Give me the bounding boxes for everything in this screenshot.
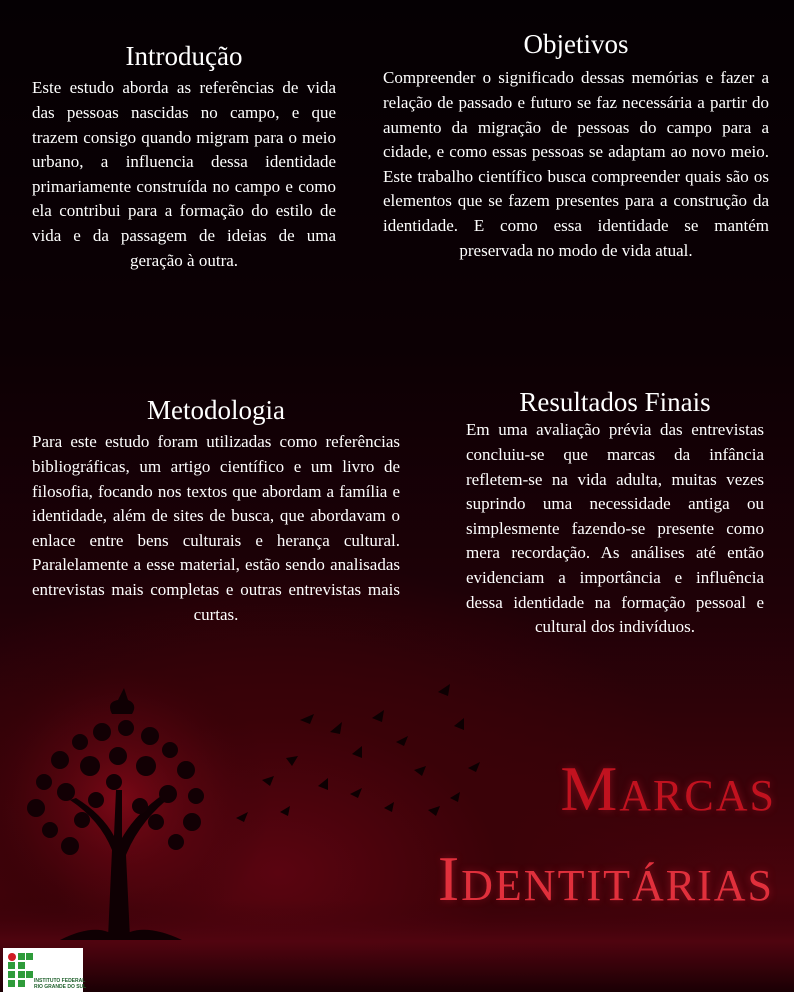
section-text-introducao: Este estudo aborda as referências de vida das pessoas nascidas no campo, e que trazem consigo quando migram para o meio urbano, a influencia dessa identidade primariamente construída no campo e como ela contribui para a formação do estilo de vida e da passagem de ideias de uma geração à outra. [32, 78, 336, 270]
section-introducao [32, 40, 336, 273]
section-title-metodologia: Metodologia [147, 395, 285, 425]
instituto-federal-logo [3, 948, 87, 992]
tree-birds-illustration [0, 670, 794, 992]
banner-title-identitarias-rest: DENTITÁRIAS [461, 861, 774, 910]
section-text-objetivos: Compreender o significado dessas memórias e fazer a relação de passado e futuro se faz necessária a partir do aumento da migração de pessoas do campo para a cidade, e como essas pessoas se adaptam ao novo meio. Este trabalho científico busca compreender quais são os elementos que se fazem presentes para a construção da identidade. E como essa identidade se mantém preservada no modo de vida atual. [383, 68, 769, 260]
bird-icon [236, 684, 480, 822]
section-metodologia [32, 394, 400, 627]
banner-title-marcas [560, 752, 776, 826]
logo-text-line2: RIO GRANDE DO SUL [34, 984, 87, 990]
section-text-metodologia: Para este estudo foram utilizadas como referências bibliográficas, um artigo científico e um livro de filosofia, focando nos textos que abordam a família e identidade, além de sites de busca, que abordavam o enlace entre bens culturais e herança cultural. Paralelamente a esse material, estão sendo analisadas entrevistas mais completas e outras entrevistas mais curtas. [32, 432, 400, 624]
banner-title-marcas-initial: M [560, 753, 620, 824]
section-objetivos [383, 28, 769, 263]
section-resultados [466, 386, 764, 640]
section-title-objetivos: Objetivos [523, 29, 629, 59]
logo-text [34, 978, 86, 990]
section-title-introducao: Introdução [125, 41, 243, 71]
banner-title-identitarias [438, 842, 774, 916]
section-title-resultados: Resultados Finais [519, 387, 711, 417]
logo-dot-icon [8, 953, 16, 961]
logo-text-line1: INSTITUTO FEDERAL [34, 978, 86, 984]
banner-title-marcas-rest: ARCAS [619, 771, 776, 820]
section-text-resultados: Em uma avaliação prévia das entrevistas concluiu-se que marcas da infância refletem-se na vida adulta, muitas vezes suprindo uma necessidade antiga ou simplesmente fazendo-se presente como mera recordação. As análises até então evidenciam a importância e influência dessa identidade na formação pessoal e cultural dos indivíduos. [466, 420, 764, 637]
banner-title-identitarias-initial: I [437, 843, 462, 914]
